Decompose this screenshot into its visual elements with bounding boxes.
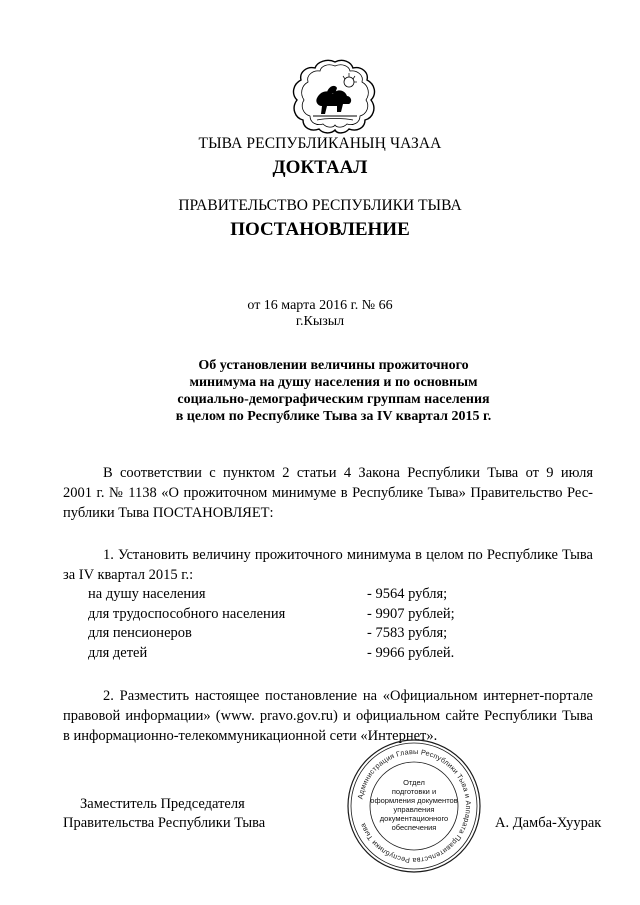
document-type-tyva: ДОКТААЛ [272,157,368,178]
signatory-position-line1: Заместитель Председателя [80,796,245,812]
paragraph-line: 2001 г. № 1138 «О прожиточном минимуме в Республике Тыва» Правительство Рес- [63,485,593,501]
paragraph-line: 2. Разместить настоящее постановление на «Официальном интернет-портале [103,688,593,704]
paragraph-line: публики Тыва ПОСТАНОВЛЯЕТ: [63,505,274,521]
stamp-line: оформления документов [370,796,458,805]
item-1-paragraph [63,545,593,585]
intro-paragraph [63,463,593,523]
paragraph-line: за IV квартал 2015 г.: [63,567,194,583]
document-date-number: от 16 марта 2016 г. № 66 [247,298,393,313]
document-title [0,357,640,425]
list-item [88,585,508,605]
group-value: - 9564 рубля; [367,586,448,602]
list-item [88,624,508,644]
stamp-center-text [360,778,468,832]
group-label: на душу населения [88,586,206,602]
stamp-line: подготовки и [391,787,437,796]
list-item [88,644,508,664]
item-2-paragraph [63,686,593,746]
group-value: - 9907 рублей; [367,605,455,622]
title-line: социально-демографическим группам населения [177,392,490,407]
government-title: ПРАВИТЕЛЬСТВО РЕСПУБЛИКИ ТЫВА [178,197,462,214]
paragraph-line: 1. Установить величину прожиточного минимума в целом по Республике Тыва [103,547,593,563]
title-line: минимума на душу населения и по основным [189,375,478,390]
document-type: ПОСТАНОВЛЕНИЕ [230,219,410,240]
document-city: г.Кызыл [295,314,345,329]
group-value: - 9966 рублей. [367,644,455,661]
title-line: в целом по Республике Тыва за IV квартал 2015 г. [175,409,492,424]
stamp-line: управления [393,805,435,814]
subsistence-minimum-list [88,585,508,663]
stamp-line: обеспечения [391,823,437,832]
signatory-position-line2: Правительства Республики Тыва [63,815,266,831]
group-label: для детей [88,644,148,661]
signatory-name: А. Дамба-Хуурак [495,815,602,831]
republic-title-tyva: ТЫВА РЕСПУБЛИКАНЫҢ ЧАЗАА [198,135,442,152]
stamp-ring-text: Администрация Главы Республики Тыва и Аппарата Правительства Республики Тыва [355,746,474,866]
stamp-line: документационного [379,814,449,823]
list-item [88,605,508,625]
group-value: - 7583 рубля; [367,625,448,641]
stamp-line: Отдел [403,778,425,787]
title-line: Об установлении величины прожиточного [198,358,469,373]
paragraph-line: правовой информации» (www. pravo.gov.ru) и официальном сайте Республики Тыва [63,708,593,724]
paragraph-line: в информационно-телекоммуникационной сети «Интернет». [63,728,438,744]
group-label: для пенсионеров [88,625,192,641]
group-label: для трудоспособного населения [88,605,286,622]
paragraph-line: В соответствии с пунктом 2 статьи 4 Закона Республики Тыва от 9 июля [103,465,593,481]
tyva-emblem-icon [291,56,379,134]
